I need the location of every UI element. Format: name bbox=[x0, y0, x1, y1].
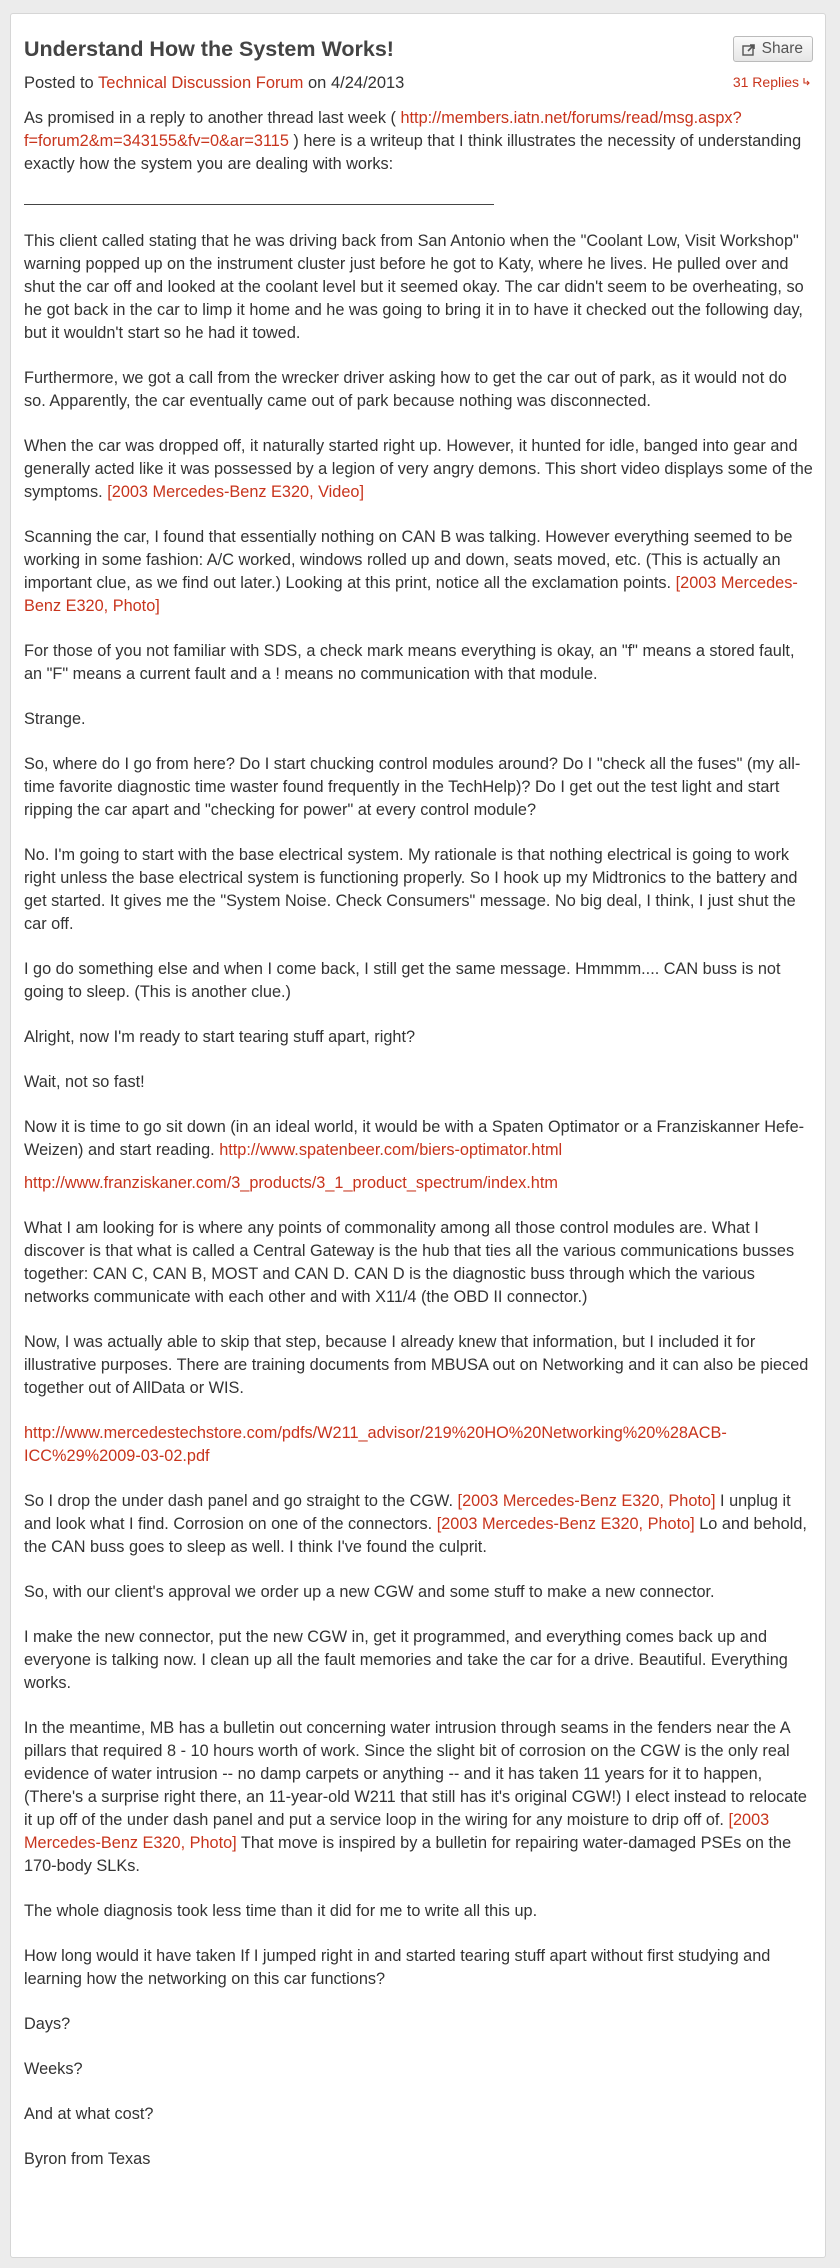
paragraph: So, with our client's approval we order up a new CGW and some stuff to make a new connector. bbox=[24, 1583, 715, 1601]
date-prefix: on bbox=[303, 74, 331, 92]
post-card bbox=[10, 13, 826, 2258]
text: Lo and behold, the CAN buss goes to sleep as well. I think I've found the culprit. bbox=[24, 1515, 807, 1556]
forum-thread-link[interactable]: http://members.iatn.net/forums/read/msg.aspx?f=forum2&m=343155&fv=0&ar=3115 bbox=[24, 109, 742, 150]
paragraph: And at what cost? bbox=[24, 2105, 154, 2123]
text: Scanning the car, I found that essentially nothing on CAN B was talking. However everything seemed to be working in some fashion: A/C worked, windows rolled up and down, seats moved, etc. (This is actually an important clue, as we find out later.) Looking at this print, notice all the exclamation points. bbox=[24, 528, 793, 592]
paragraph bbox=[24, 526, 813, 618]
post-header bbox=[11, 14, 825, 93]
signature: Byron from Texas bbox=[24, 2150, 151, 2168]
photo-link[interactable]: [2003 Mercedes-Benz E320, Photo] bbox=[457, 1492, 716, 1510]
paragraph: For those of you not familiar with SDS, a check mark means everything is okay, an "f" means a stored fault, an "F" means a current fault and a ! means no communication with that module. bbox=[24, 642, 795, 683]
post-date: 4/24/2013 bbox=[330, 74, 405, 92]
paragraph: So, where do I go from here? Do I start chucking control modules around? Do I "check all the fuses" (my all-time favorite diagnostic time waster found frequently in the TechHelp)? Do I get out the test light and start ripping the car apart and "checking for power" at every control module? bbox=[24, 755, 801, 819]
text: So I drop the under dash panel and go straight to the CGW. bbox=[24, 1492, 458, 1510]
paragraph: Furthermore, we got a call from the wrecker driver asking how to get the car out of park, as it would not do so. Apparently, the car eventually came out of park because nothing was disconnected. bbox=[24, 369, 787, 410]
paragraph bbox=[24, 1172, 813, 1195]
share-button[interactable] bbox=[733, 36, 813, 62]
paragraph: Now, I was actually able to skip that step, because I already knew that information, but I included it for illustrative purposes. There are training documents from MBUSA out on Networking and it can also be pieced together out of AllData or WIS. bbox=[24, 1333, 809, 1397]
paragraph: Strange. bbox=[24, 710, 86, 728]
reply-arrow-icon bbox=[802, 74, 811, 90]
paragraph bbox=[24, 1116, 813, 1162]
paragraph: No. I'm going to start with the base electrical system. My rationale is that nothing electrical is going to work right unless the base electrical system is functioning properly. So I hook up my Midtronics to the battery and get started. It gives me the "System Noise. Check Consumers" message. No big deal, I think, I just shut the car off. bbox=[24, 846, 798, 933]
photo-link[interactable]: [2003 Mercedes-Benz E320, Photo] bbox=[24, 574, 798, 615]
text: I unplug it and look what I find. Corrosion on one of the connectors. bbox=[24, 1492, 791, 1533]
paragraph: Weeks? bbox=[24, 2060, 83, 2078]
post-body bbox=[11, 107, 825, 2171]
share-icon bbox=[742, 43, 757, 56]
text: In the meantime, MB has a bulletin out concerning water intrusion through seams in the fenders near the A pillars that required 8 - 10 hours worth of work. Since the slight bit of corrosion on the CGW is the only real evidence of water intrusion -- no damp carpets or anything -- and it has taken 11 years for it to happen, (There's a surprise right there, an 11-year-old W211 that still has it's original CGW!) I elect instead to relocate it up off of the under dash panel and put a service loop in the wiring for any moisture to drip off of. bbox=[24, 1719, 807, 1829]
mbusa-pdf-link[interactable]: http://www.mercedestechstore.com/pdfs/W211_advisor/219%20HO%20Networking%20%28ACB-ICC%29%2009-03-02.pdf bbox=[24, 1424, 727, 1465]
paragraph: Days? bbox=[24, 2015, 71, 2033]
video-link[interactable]: [2003 Mercedes-Benz E320, Video] bbox=[107, 483, 364, 501]
divider bbox=[24, 204, 494, 205]
text: ) here is a writeup that I think illustrates the necessity of understanding exactly how the system you are dealing with works: bbox=[24, 132, 802, 173]
paragraph bbox=[24, 1422, 813, 1468]
paragraph: The whole diagnosis took less time than it did for me to write all this up. bbox=[24, 1902, 538, 1920]
replies-link[interactable] bbox=[733, 74, 811, 90]
paragraph bbox=[24, 1717, 813, 1878]
posted-to-label: Posted to bbox=[24, 74, 99, 92]
post-meta bbox=[24, 73, 813, 93]
spaten-link[interactable]: http://www.spatenbeer.com/biers-optimator.html bbox=[219, 1141, 563, 1159]
text: Now it is time to go sit down (in an ideal world, it would be with a Spaten Optimator or a Franziskanner Hefe-Weizen) and start reading. bbox=[24, 1118, 805, 1159]
text: As promised in a reply to another thread last week ( bbox=[24, 109, 401, 127]
paragraph: What I am looking for is where any points of commonality among all those control modules are. What I discover is that what is called a Central Gateway is the hub that ties all the various communications busses together: CAN C, CAN B, MOST and CAN D. CAN D is the diagnostic buss through which the various networks communicate with each other and with X11/4 (the OBD II connector.) bbox=[24, 1219, 795, 1306]
text: That move is inspired by a bulletin for repairing water-damaged PSEs on the 170-body SLKs. bbox=[24, 1834, 792, 1875]
paragraph: I go do something else and when I come back, I still get the same message. Hmmmm.... CAN buss is not going to sleep. (This is another clue.) bbox=[24, 960, 781, 1001]
post-title: Understand How the System Works! bbox=[24, 37, 394, 61]
text: When the car was dropped off, it naturally started right up. However, it hunted for idle, banged into gear and generally acted like it was possessed by a legion of very angry demons. This short video displays some of the symptoms. bbox=[24, 437, 813, 501]
photo-link[interactable]: [2003 Mercedes-Benz E320, Photo] bbox=[436, 1515, 695, 1533]
paragraph: Alright, now I'm ready to start tearing stuff apart, right? bbox=[24, 1028, 416, 1046]
share-label: Share bbox=[761, 40, 803, 57]
paragraph: How long would it have taken If I jumped right in and started tearing stuff apart without first studying and learning how the networking on this car functions? bbox=[24, 1947, 771, 1988]
paragraph bbox=[24, 435, 813, 504]
franziskaner-link[interactable]: http://www.franziskaner.com/3_products/3_1_product_spectrum/index.htm bbox=[24, 1174, 558, 1192]
paragraph-intro bbox=[24, 107, 813, 176]
paragraph bbox=[24, 1490, 813, 1559]
paragraph: Wait, not so fast! bbox=[24, 1073, 145, 1091]
forum-link[interactable]: Technical Discussion Forum bbox=[98, 74, 304, 92]
replies-count: 31 Replies bbox=[732, 74, 799, 90]
paragraph: This client called stating that he was driving back from San Antonio when the "Coolant Low, Visit Workshop" warning popped up on the instrument cluster just before he got to Katy, where he lives. He pulled over and shut the car off and looked at the coolant level but it seemed okay. The car didn't seem to be overheating, so he got back in the car to limp it home and he was going to bring it in to have it checked out the following day, but it wouldn't start so he had it towed. bbox=[24, 232, 804, 342]
paragraph: I make the new connector, put the new CGW in, get it programmed, and everything comes back up and everyone is talking now. I clean up all the fault memories and take the car for a drive. Beautiful. Everything works. bbox=[24, 1628, 788, 1692]
photo-link[interactable]: [2003 Mercedes-Benz E320, Photo] bbox=[24, 1811, 770, 1852]
